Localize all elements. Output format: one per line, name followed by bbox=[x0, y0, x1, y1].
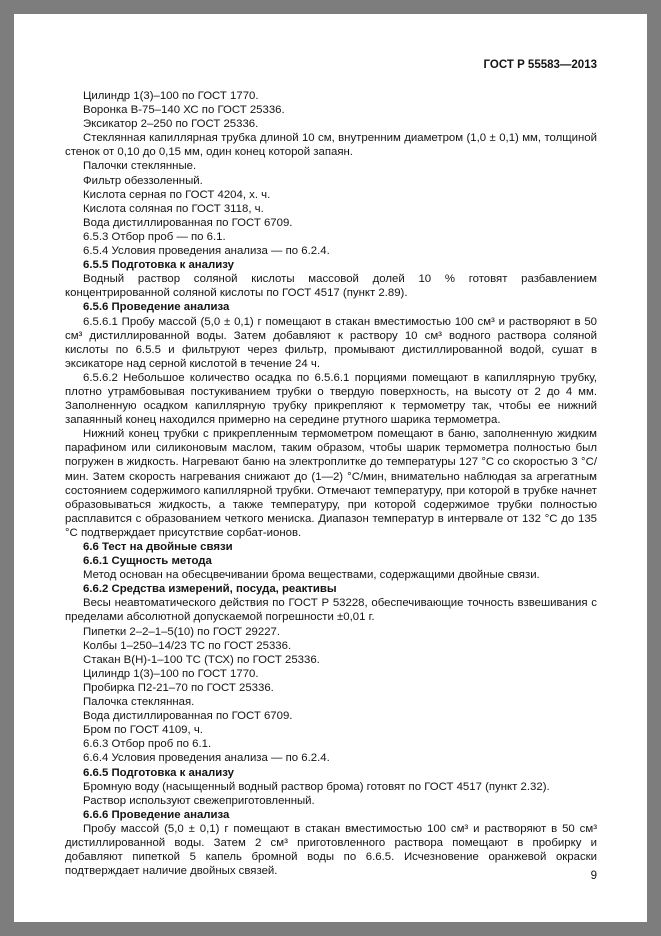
paragraph: Палочка стеклянная. bbox=[83, 696, 195, 709]
paragraph: Цилиндр 1(3)–100 по ГОСТ 1770. bbox=[83, 90, 259, 102]
paragraph: 6.5.6.1 Пробу массой (5,0 ± 0,1) г помещают в стакан вместимостью 100 см³ и растворяют в 50 см³ дистиллированной воды. Затем добавляют к раствору 10 см³ водного раствора соляной кислоты по 6.5.5 и фильтруют через фильтр, промывают дистиллированной водой, сушат в эксикаторе над серной кислотой в течение 24 ч. bbox=[65, 315, 597, 370]
document-page bbox=[14, 14, 647, 922]
section-heading: 6.6.2 Средства измерений, посуда, реактивы bbox=[83, 583, 337, 596]
paragraph: Кислота серная по ГОСТ 4204, х. ч. bbox=[83, 188, 271, 201]
paragraph: Вода дистиллированная по ГОСТ 6709. bbox=[83, 710, 293, 723]
section-heading: 6.6.5 Подготовка к анализу bbox=[83, 766, 234, 779]
paragraph: Фильтр обеззоленный. bbox=[83, 174, 203, 187]
paragraph: Вода дистиллированная по ГОСТ 6709. bbox=[83, 216, 293, 229]
section-heading: 6.6.6 Проведение анализа bbox=[83, 808, 230, 821]
page-number: 9 bbox=[590, 870, 597, 882]
paragraph: Палочки стеклянные. bbox=[83, 160, 197, 173]
paragraph: 6.5.3 Отбор проб — по 6.1. bbox=[83, 230, 226, 243]
paragraph: 6.5.6.2 Небольшое количество осадка по 6.5.6.1 порциями помещают в капиллярную трубку, плотно утрамбовывая постукиванием трубки о твердую поверхность, на высоту от 2 до 4 мм. Заполненную осадком капиллярную трубку прикрепляют к термометру так, чтобы ее нижний запаянный конец находился примерно на середине ртутного шарика термометра. bbox=[65, 371, 597, 427]
paragraph: Пипетки 2–2–1–5(10) по ГОСТ 29227. bbox=[83, 625, 281, 638]
paragraph: Метод основан на обесцвечивании брома веществами, содержащими двойные связи. bbox=[83, 569, 540, 582]
paragraph: Колбы 1–250–14/23 ТС по ГОСТ 25336. bbox=[83, 639, 292, 652]
document-code: ГОСТ Р 55583—2013 bbox=[483, 59, 597, 71]
section-heading: 6.5.6 Проведение анализа bbox=[83, 301, 230, 314]
paragraph: Стакан В(Н)-1–100 ТС (ТСХ) по ГОСТ 25336. bbox=[83, 653, 320, 666]
paragraph: Стеклянная капиллярная трубка длиной 10 см, внутренним диаметром (1,0 ± 0,1) мм, толщиной стенок от 0,10 до 0,15 мм, один конец которой запаян. bbox=[65, 132, 597, 159]
paragraph: 6.6.3 Отбор проб по 6.1. bbox=[83, 738, 212, 751]
paragraph: 6.5.4 Условия проведения анализа — по 6.2.4. bbox=[83, 245, 330, 258]
paragraph: Воронка В-75–140 ХС по ГОСТ 25336. bbox=[83, 104, 285, 117]
document-body bbox=[65, 89, 597, 878]
paragraph: Пробирка П2-21–70 по ГОСТ 25336. bbox=[83, 681, 274, 694]
paragraph: Кислота соляная по ГОСТ 3118, ч. bbox=[83, 202, 264, 215]
paragraph: Раствор используют свежеприготовленный. bbox=[83, 794, 315, 807]
paragraph: Водный раствор соляной кислоты массовой долей 10 % готовят разбавлением концентрированной соляной кислоты по ГОСТ 4517 (пункт 2.89). bbox=[65, 273, 597, 300]
section-heading: 6.5.5 Подготовка к анализу bbox=[83, 259, 234, 272]
section-heading: 6.6.1 Сущность метода bbox=[83, 555, 212, 568]
paragraph: Нижний конец трубки с прикрепленным термометром помещают в баню, заполненную жидким парафином или силиконовым маслом, таким образом, чтобы шарик термометра полностью был погружен в жидкость. Нагревают баню на электроплитке до температуры 127 °С со скоростью 3 °С/мин. Затем скорость нагревания снижают до (1—2) °С/мин, внимательно наблюдая за агрегатным состоянием содержимого капиллярной трубки. Отмечают температуру, при которой в трубке начнет образовываться жидкость, а также температуру, при которой содержимое трубки полностью расплавится с образованием четкого мениска. Диапазон температур в интервале от 132 °С до 135 °С подтверждает присутствие сорбат-ионов. bbox=[65, 428, 597, 539]
paragraph: Эксикатор 2–250 по ГОСТ 25336. bbox=[83, 118, 259, 131]
paragraph: Весы неавтоматического действия по ГОСТ Р 53228, обеспечивающие точность взвешивания с пределами абсолютной допускаемой погрешности ±0,01 г. bbox=[65, 597, 597, 624]
paragraph: Цилиндр 1(3)–100 по ГОСТ 1770. bbox=[83, 667, 259, 680]
section-heading: 6.6 Тест на двойные связи bbox=[83, 541, 233, 553]
paragraph: 6.6.4 Условия проведения анализа — по 6.2.4. bbox=[83, 752, 330, 765]
paragraph: Бромную воду (насыщенный водный раствор брома) готовят по ГОСТ 4517 (пункт 2.32). bbox=[83, 780, 550, 793]
paragraph: Бром по ГОСТ 4109, ч. bbox=[83, 724, 203, 737]
paragraph: Пробу массой (5,0 ± 0,1) г помещают в стакан вместимостью 100 см³ и растворяют в 50 см³ дистиллированной воды. Затем 2 см³ приготовленного раствора помещают в пробирку и добавляют пипеткой 5 капель бромной воды по 6.6.5. Исчезновение оранжевой окраски подтверждает наличие двойных связей. bbox=[65, 822, 597, 878]
